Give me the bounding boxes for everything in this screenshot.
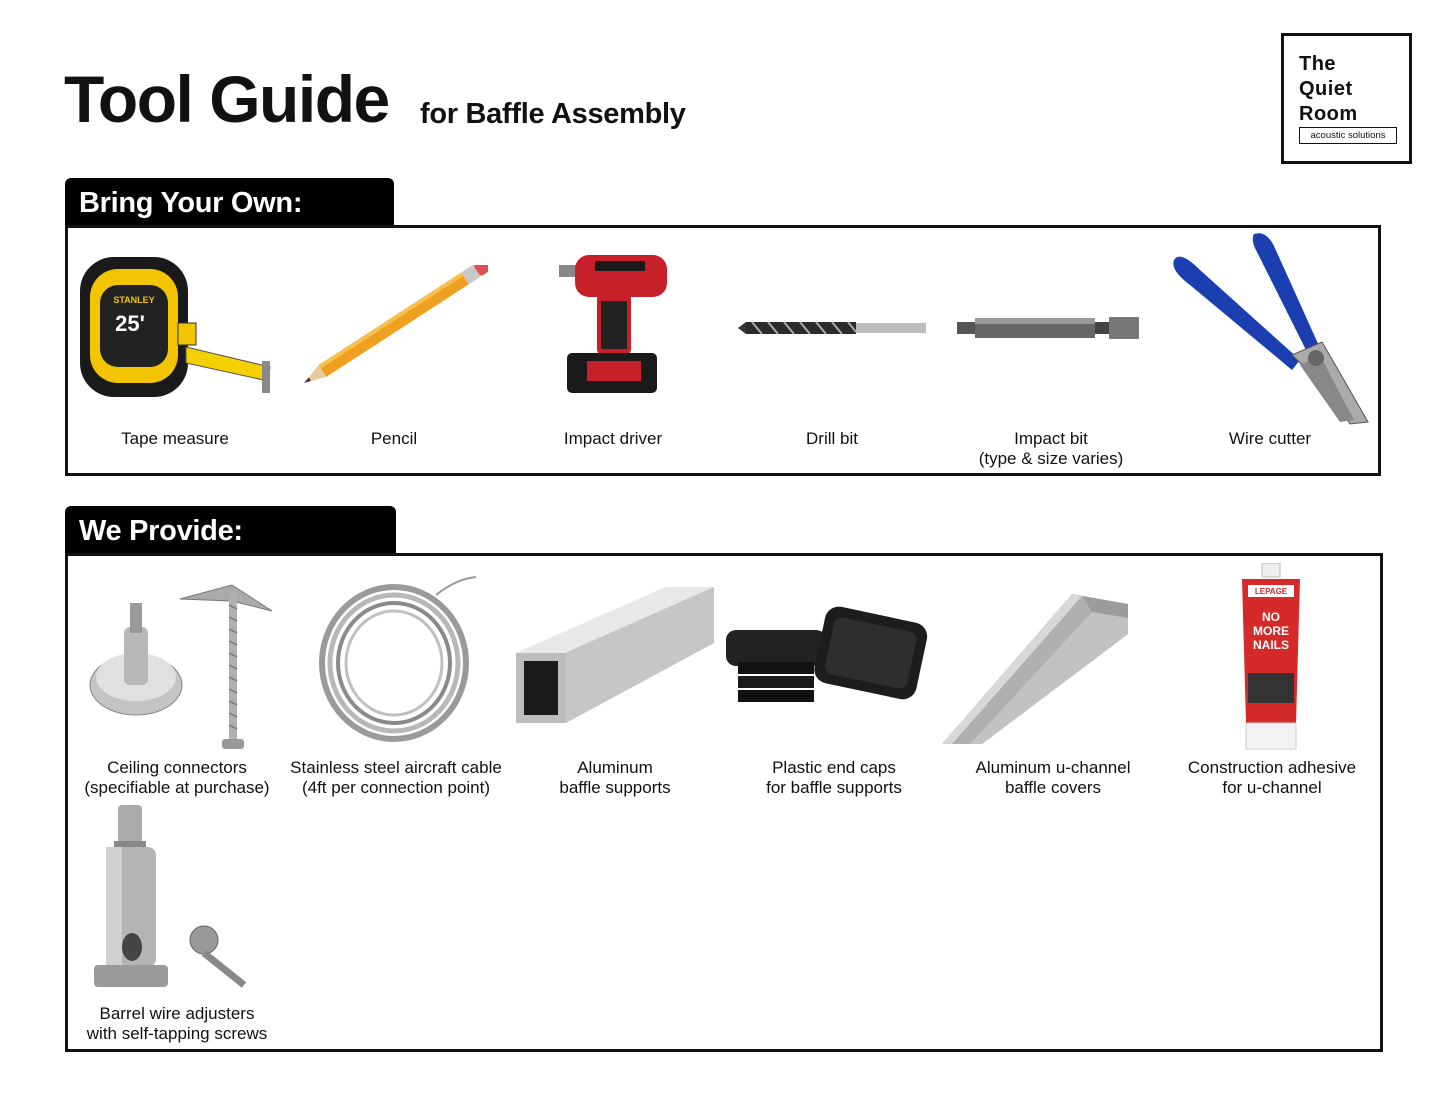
adhesive-label xyxy=(1157,758,1387,798)
adhesive-brand: LEPAGE xyxy=(1254,587,1288,596)
adhesive-label-line1: Construction adhesive xyxy=(1187,758,1357,777)
impact-bit-label xyxy=(936,429,1166,469)
end-caps-label xyxy=(719,758,949,798)
adhesive-tube-icon xyxy=(1240,563,1302,751)
end-cap-icon xyxy=(724,598,942,712)
logo-line-3: Room xyxy=(1299,103,1358,125)
impact-driver-label: Impact driver xyxy=(563,429,663,448)
end-caps-label-line1: Plastic end caps xyxy=(772,758,896,777)
pencil-label: Pencil xyxy=(370,429,418,448)
u-channel-label-line2: baffle covers xyxy=(1004,778,1102,797)
aluminum-label xyxy=(500,758,730,798)
impact-bit-icon xyxy=(957,314,1141,342)
tape-measure-label: Tape measure xyxy=(121,429,229,448)
aluminum-label-line2: baffle supports xyxy=(559,778,671,797)
barrel-adjusters-label xyxy=(62,1004,292,1044)
drill-bit-icon xyxy=(738,318,926,338)
cable-label-line1: Stainless steel aircraft cable xyxy=(290,758,502,777)
barrel-adjusters-label-line2: with self-tapping screws xyxy=(86,1024,268,1043)
impact-driver-icon xyxy=(557,253,672,395)
wire-cutter-icon xyxy=(1170,230,1372,426)
u-channel-icon xyxy=(942,594,1128,744)
ceiling-connector-icon xyxy=(88,565,274,751)
drill-bit-label: Drill bit xyxy=(806,429,858,448)
we-provide-heading: We Provide: xyxy=(65,506,396,556)
svg-text:STANLEY: STANLEY xyxy=(113,295,155,305)
logo-line-2: Quiet xyxy=(1299,78,1353,100)
ceiling-connectors-label xyxy=(62,758,292,798)
logo-tagline: acoustic solutions xyxy=(1299,127,1397,144)
impact-bit-label-line1: Impact bit xyxy=(1014,429,1088,448)
svg-text:25': 25' xyxy=(115,311,145,336)
adhesive-product-3: NAILS xyxy=(1253,638,1289,652)
ceiling-connectors-label-line2: (specifiable at purchase) xyxy=(84,778,270,797)
adhesive-product-1: NO xyxy=(1262,610,1280,624)
aluminum-tube-icon xyxy=(516,587,714,725)
u-channel-label-line1: Aluminum u-channel xyxy=(975,758,1131,777)
cable-coil-icon xyxy=(316,575,478,743)
tape-measure-icon xyxy=(78,255,274,400)
barrel-adjusters-label-line1: Barrel wire adjusters xyxy=(99,1004,255,1023)
adhesive-product-2: MORE xyxy=(1253,624,1289,638)
barrel-adjuster-icon xyxy=(94,805,258,991)
bring-your-own-heading: Bring Your Own: xyxy=(65,178,394,228)
u-channel-label xyxy=(938,758,1168,798)
cable-label-line2: (4ft per connection point) xyxy=(301,778,491,797)
page-subtitle: for Baffle Assembly xyxy=(420,98,686,130)
logo-line-1: The xyxy=(1299,53,1337,75)
cable-label xyxy=(281,758,511,798)
brand-logo xyxy=(1281,33,1412,164)
page-title: Tool Guide xyxy=(64,62,389,136)
adhesive-label-line2: for u-channel xyxy=(1222,778,1322,797)
impact-bit-label-line2: (type & size varies) xyxy=(978,449,1124,468)
pencil-icon xyxy=(296,265,488,390)
end-caps-label-line2: for baffle supports xyxy=(766,778,902,797)
wire-cutter-label: Wire cutter xyxy=(1228,429,1312,448)
ceiling-connectors-label-line1: Ceiling connectors xyxy=(107,758,247,777)
aluminum-label-line1: Aluminum xyxy=(577,758,653,777)
